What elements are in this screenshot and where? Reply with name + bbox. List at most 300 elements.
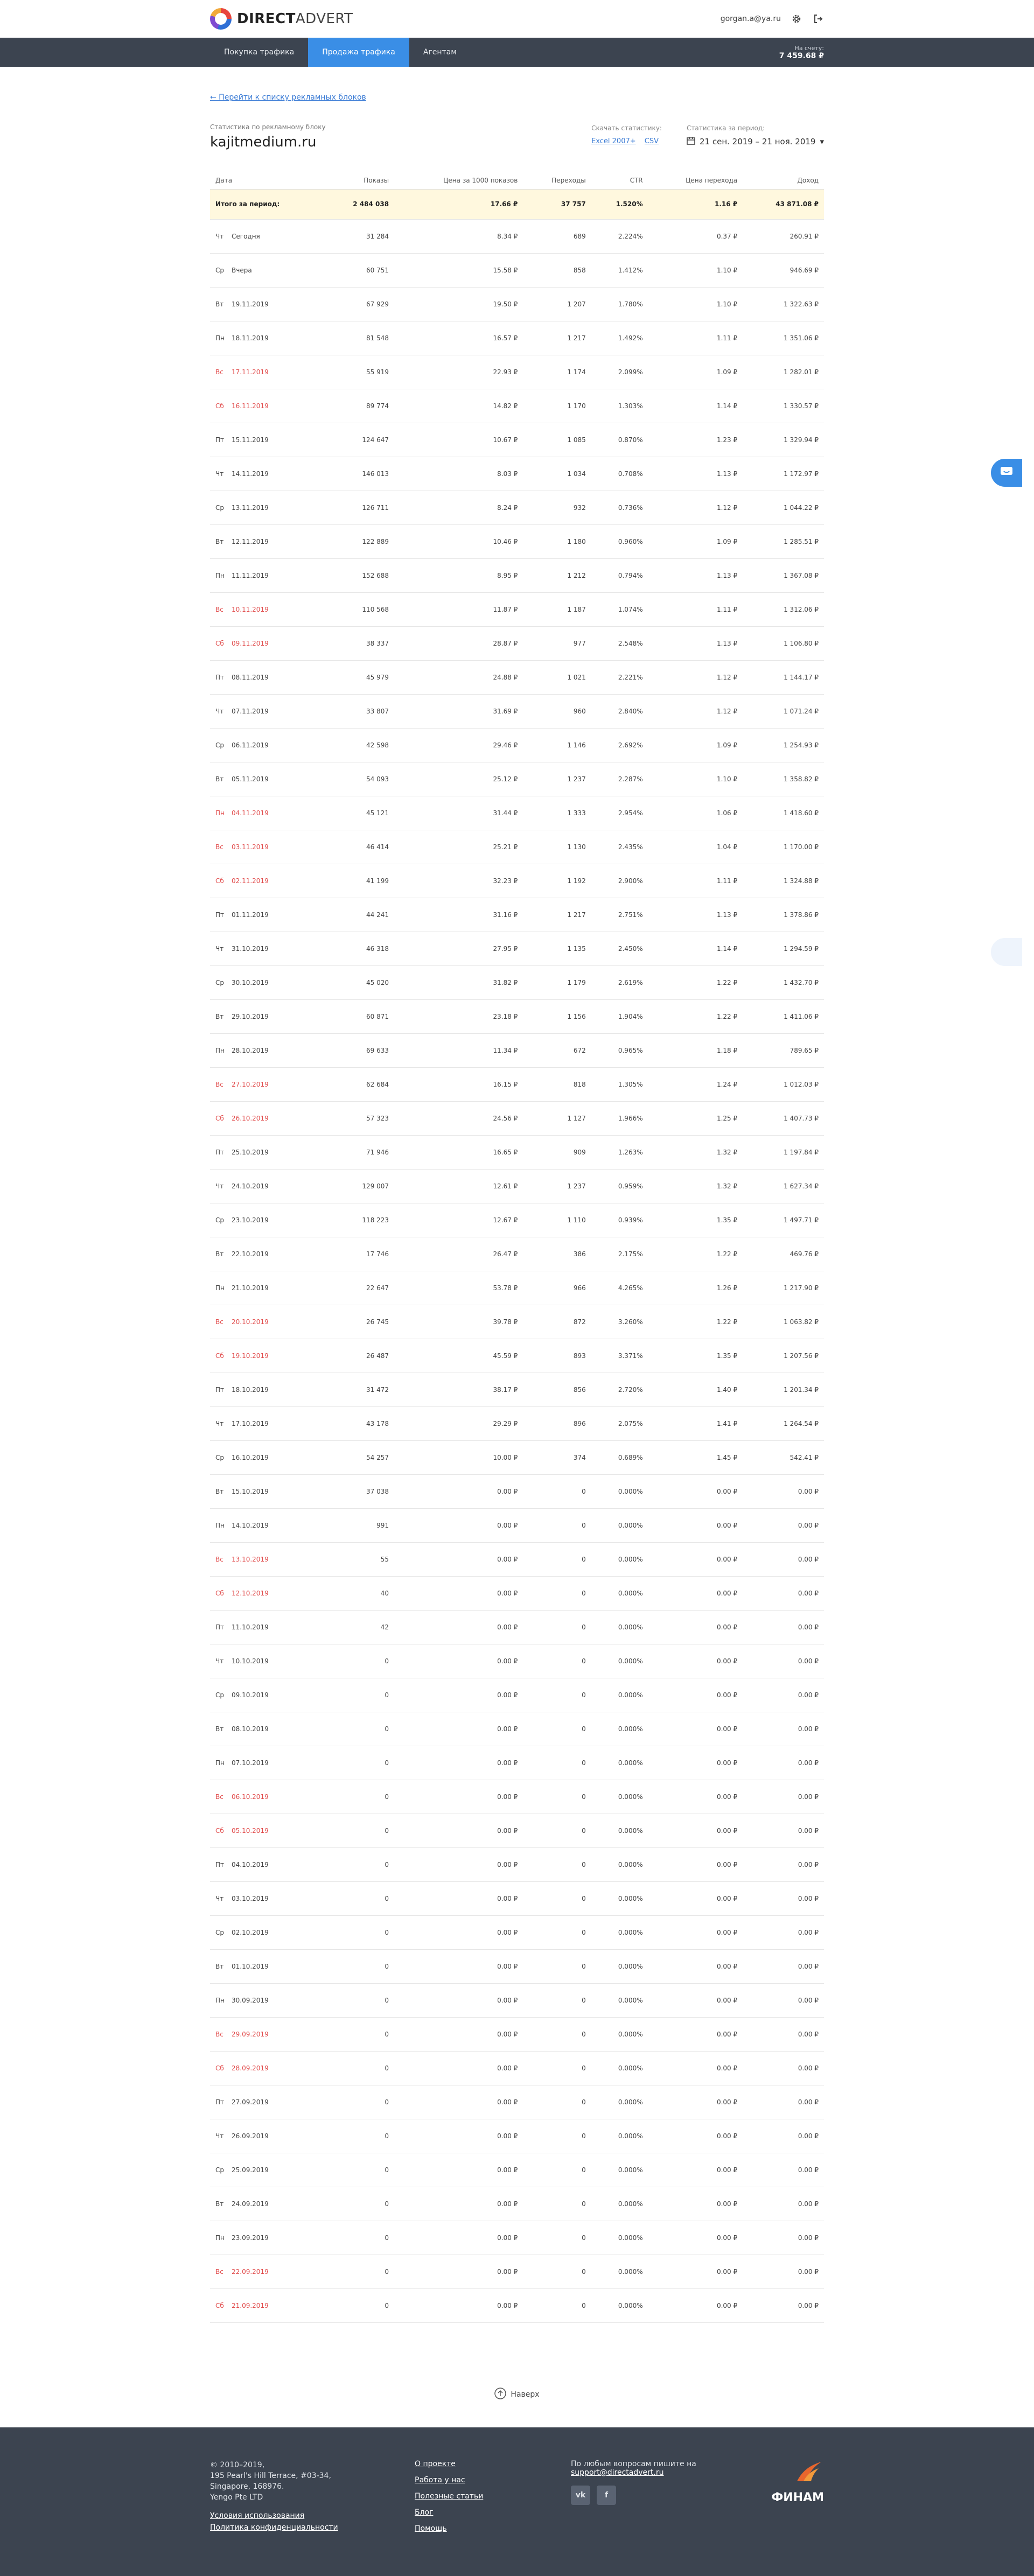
support-email-link[interactable]: support@directadvert.ru bbox=[571, 2468, 664, 2477]
row-ctr: 0.000% bbox=[591, 1983, 648, 2017]
row-date bbox=[210, 2153, 324, 2187]
row-date-value: 30.09.2019 bbox=[232, 1996, 269, 2004]
row-date bbox=[210, 1203, 324, 1237]
row-weekday: Пт bbox=[215, 1385, 225, 1394]
arrow-up-icon bbox=[494, 2388, 506, 2402]
row-clicks: 0 bbox=[523, 1746, 591, 1780]
row-date-value: 12.10.2019 bbox=[232, 1589, 269, 1597]
row-ctr: 0.000% bbox=[591, 1881, 648, 1915]
row-cpc: 0.00 ₽ bbox=[648, 1915, 743, 1949]
row-income: 0.00 ₽ bbox=[743, 1576, 824, 1610]
total-cpc: 1.16 ₽ bbox=[648, 189, 743, 219]
download-label: Скачать статистику: bbox=[591, 124, 662, 132]
row-impressions: 55 bbox=[324, 1542, 394, 1576]
row-date bbox=[210, 999, 324, 1033]
row-impressions: 46 414 bbox=[324, 830, 394, 864]
row-impressions: 0 bbox=[324, 2085, 394, 2119]
row-cpc: 1.22 ₽ bbox=[648, 1237, 743, 1271]
row-cpm: 25.21 ₽ bbox=[394, 830, 523, 864]
table-row bbox=[210, 1135, 824, 1169]
row-weekday: Вс bbox=[215, 1080, 223, 1088]
row-ctr: 0.000% bbox=[591, 1474, 648, 1508]
row-cpc: 1.10 ₽ bbox=[648, 762, 743, 796]
balance-value: 7 459.68 ₽ bbox=[779, 51, 824, 60]
total-clicks: 37 757 bbox=[523, 189, 591, 219]
row-date bbox=[210, 1169, 324, 1203]
row-weekday: Сб bbox=[215, 1114, 224, 1122]
row-income: 0.00 ₽ bbox=[743, 1780, 824, 1814]
row-weekday: Вс bbox=[215, 2030, 223, 2038]
row-impressions: 67 929 bbox=[324, 287, 394, 321]
row-date-value: 26.10.2019 bbox=[232, 1114, 269, 1122]
row-date bbox=[210, 1271, 324, 1305]
row-impressions: 0 bbox=[324, 2017, 394, 2051]
row-weekday: Пн bbox=[215, 1521, 225, 1529]
row-cpc: 1.26 ₽ bbox=[648, 1271, 743, 1305]
row-impressions: 122 889 bbox=[324, 524, 394, 558]
row-date bbox=[210, 1847, 324, 1881]
row-income: 0.00 ₽ bbox=[743, 1949, 824, 1983]
row-cpc: 0.00 ₽ bbox=[648, 1508, 743, 1542]
total-income: 43 871.08 ₽ bbox=[743, 189, 824, 219]
row-cpm: 0.00 ₽ bbox=[394, 2085, 523, 2119]
row-weekday: Сб bbox=[215, 402, 224, 410]
row-ctr: 1.263% bbox=[591, 1135, 648, 1169]
row-date bbox=[210, 2085, 324, 2119]
row-weekday: Вт bbox=[215, 1487, 224, 1495]
row-date-value: 10.11.2019 bbox=[232, 605, 269, 613]
row-clicks: 1 156 bbox=[523, 999, 591, 1033]
row-date bbox=[210, 1949, 324, 1983]
row-weekday: Вт bbox=[215, 300, 224, 308]
total-ctr: 1.520% bbox=[591, 189, 648, 219]
col-income[interactable]: Доход bbox=[743, 172, 824, 189]
table-row bbox=[210, 626, 824, 660]
row-date-value: 24.09.2019 bbox=[232, 2200, 269, 2208]
tab-buy-traffic[interactable]: Покупка трафика bbox=[224, 48, 295, 57]
row-impressions: 37 038 bbox=[324, 1474, 394, 1508]
row-cpm: 0.00 ₽ bbox=[394, 1508, 523, 1542]
row-cpc: 0.00 ₽ bbox=[648, 2119, 743, 2153]
row-date bbox=[210, 1983, 324, 2017]
download-excel-link[interactable]: Excel 2007+ bbox=[591, 137, 636, 145]
row-income: 0.00 ₽ bbox=[743, 1542, 824, 1576]
row-ctr: 0.000% bbox=[591, 1780, 648, 1814]
row-income: 469.76 ₽ bbox=[743, 1237, 824, 1271]
row-income: 0.00 ₽ bbox=[743, 2288, 824, 2322]
row-weekday: Вт bbox=[215, 775, 224, 783]
row-date bbox=[210, 1440, 324, 1474]
row-weekday: Пт bbox=[215, 1148, 225, 1156]
table-row bbox=[210, 1780, 824, 1814]
row-clicks: 1 180 bbox=[523, 524, 591, 558]
vk-icon[interactable]: vk bbox=[571, 2486, 590, 2505]
row-income: 0.00 ₽ bbox=[743, 1983, 824, 2017]
row-date-value: 06.10.2019 bbox=[232, 1793, 269, 1801]
table-row bbox=[210, 965, 824, 999]
row-date bbox=[210, 1305, 324, 1339]
table-row bbox=[210, 1101, 824, 1135]
row-clicks: 1 021 bbox=[523, 660, 591, 694]
row-clicks: 1 034 bbox=[523, 457, 591, 491]
row-impressions: 42 bbox=[324, 1610, 394, 1644]
row-cpc: 1.41 ₽ bbox=[648, 1406, 743, 1440]
row-cpm: 0.00 ₽ bbox=[394, 1881, 523, 1915]
footer bbox=[0, 2427, 1034, 2576]
row-cpm: 11.87 ₽ bbox=[394, 592, 523, 626]
row-date bbox=[210, 762, 324, 796]
row-clicks: 1 085 bbox=[523, 423, 591, 457]
row-date-value: 19.11.2019 bbox=[232, 300, 269, 308]
privacy-link[interactable]: Политика конфиденциальности bbox=[210, 2523, 338, 2532]
row-ctr: 1.904% bbox=[591, 999, 648, 1033]
row-clicks: 0 bbox=[523, 1576, 591, 1610]
table-row bbox=[210, 1746, 824, 1780]
row-weekday: Ср bbox=[215, 266, 224, 274]
row-income: 0.00 ₽ bbox=[743, 2255, 824, 2288]
row-cpm: 0.00 ₽ bbox=[394, 1678, 523, 1712]
row-date bbox=[210, 1067, 324, 1101]
row-clicks: 1 333 bbox=[523, 796, 591, 830]
table-row bbox=[210, 864, 824, 898]
row-date-value: 23.09.2019 bbox=[232, 2234, 269, 2242]
download-block bbox=[591, 124, 665, 147]
row-clicks: 0 bbox=[523, 1712, 591, 1746]
row-impressions: 110 568 bbox=[324, 592, 394, 626]
terms-link[interactable]: Условия использования bbox=[210, 2511, 305, 2520]
row-cpc: 0.00 ₽ bbox=[648, 2187, 743, 2221]
logo-mark-icon bbox=[210, 8, 232, 30]
row-ctr: 0.959% bbox=[591, 1169, 648, 1203]
row-income: 1 044.22 ₽ bbox=[743, 491, 824, 524]
row-impressions: 146 013 bbox=[324, 457, 394, 491]
row-ctr: 1.074% bbox=[591, 592, 648, 626]
row-weekday: Вс bbox=[215, 605, 223, 613]
row-clicks: 977 bbox=[523, 626, 591, 660]
total-row bbox=[210, 189, 824, 219]
row-date-value: 25.10.2019 bbox=[232, 1148, 269, 1156]
row-cpc: 0.00 ₽ bbox=[648, 1814, 743, 1847]
row-impressions: 46 318 bbox=[324, 932, 394, 965]
row-clicks: 374 bbox=[523, 1440, 591, 1474]
row-date bbox=[210, 491, 324, 524]
table-row bbox=[210, 1203, 824, 1237]
row-cpc: 0.00 ₽ bbox=[648, 2153, 743, 2187]
col-cpc[interactable]: Цена перехода bbox=[648, 172, 743, 189]
col-date[interactable]: Дата bbox=[210, 172, 324, 189]
row-date-value: 26.09.2019 bbox=[232, 2132, 269, 2140]
row-ctr: 3.260% bbox=[591, 1305, 648, 1339]
table-row bbox=[210, 1508, 824, 1542]
row-ctr: 0.000% bbox=[591, 1949, 648, 1983]
row-clicks: 893 bbox=[523, 1339, 591, 1373]
row-date bbox=[210, 694, 324, 728]
row-clicks: 818 bbox=[523, 1067, 591, 1101]
row-cpm: 0.00 ₽ bbox=[394, 1746, 523, 1780]
row-cpc: 1.35 ₽ bbox=[648, 1203, 743, 1237]
row-weekday: Пн bbox=[215, 1284, 225, 1292]
row-cpm: 0.00 ₽ bbox=[394, 2017, 523, 2051]
row-income: 1 264.54 ₽ bbox=[743, 1406, 824, 1440]
row-impressions: 26 487 bbox=[324, 1339, 394, 1373]
row-income: 1 627.34 ₽ bbox=[743, 1169, 824, 1203]
table-row bbox=[210, 762, 824, 796]
row-weekday: Вт bbox=[215, 1725, 224, 1733]
row-cpm: 14.82 ₽ bbox=[394, 389, 523, 423]
row-cpm: 0.00 ₽ bbox=[394, 1814, 523, 1847]
row-cpc: 0.00 ₽ bbox=[648, 1474, 743, 1508]
row-impressions: 0 bbox=[324, 2119, 394, 2153]
row-clicks: 0 bbox=[523, 2085, 591, 2119]
row-cpc: 0.00 ₽ bbox=[648, 2288, 743, 2322]
row-clicks: 1 207 bbox=[523, 287, 591, 321]
row-date bbox=[210, 660, 324, 694]
footer-link-about[interactable]: О проекте bbox=[415, 2460, 456, 2468]
row-date-value: 11.11.2019 bbox=[232, 571, 269, 579]
row-ctr: 2.692% bbox=[591, 728, 648, 762]
tab-sell-traffic[interactable]: Продажа трафика bbox=[308, 38, 409, 67]
row-cpm: 0.00 ₽ bbox=[394, 1576, 523, 1610]
row-clicks: 909 bbox=[523, 1135, 591, 1169]
row-date-value: 12.11.2019 bbox=[232, 537, 269, 545]
row-date-value: 23.10.2019 bbox=[232, 1216, 269, 1224]
row-date-value: 11.10.2019 bbox=[232, 1623, 269, 1631]
row-date-value: 10.10.2019 bbox=[232, 1657, 269, 1665]
row-income: 0.00 ₽ bbox=[743, 2085, 824, 2119]
period-picker[interactable] bbox=[687, 136, 824, 147]
finam-logo-icon[interactable] bbox=[792, 2460, 824, 2487]
row-weekday: Ср bbox=[215, 1691, 224, 1699]
finam-logo-text[interactable]: ФИНАМ bbox=[771, 2491, 824, 2504]
table-row bbox=[210, 1576, 824, 1610]
row-date bbox=[210, 253, 324, 287]
row-impressions: 41 199 bbox=[324, 864, 394, 898]
row-cpc: 0.00 ₽ bbox=[648, 1678, 743, 1712]
table-row bbox=[210, 219, 824, 253]
download-csv-link[interactable]: CSV bbox=[644, 137, 659, 145]
total-label: Итого за период: bbox=[210, 189, 324, 219]
row-impressions: 0 bbox=[324, 2051, 394, 2085]
row-clicks: 1 110 bbox=[523, 1203, 591, 1237]
table-row bbox=[210, 1542, 824, 1576]
row-date-value: 08.10.2019 bbox=[232, 1725, 269, 1733]
row-impressions: 89 774 bbox=[324, 389, 394, 423]
col-clicks[interactable]: Переходы bbox=[523, 172, 591, 189]
row-date-value: 17.11.2019 bbox=[232, 368, 269, 376]
row-cpm: 15.58 ₽ bbox=[394, 253, 523, 287]
user-email[interactable]: gorgan.a@ya.ru bbox=[720, 15, 781, 23]
row-date bbox=[210, 1814, 324, 1847]
row-impressions: 44 241 bbox=[324, 898, 394, 932]
row-impressions: 124 647 bbox=[324, 423, 394, 457]
row-ctr: 1.966% bbox=[591, 1101, 648, 1135]
row-cpc: 1.13 ₽ bbox=[648, 457, 743, 491]
row-impressions: 38 337 bbox=[324, 626, 394, 660]
footer-link-help[interactable]: Помощь bbox=[415, 2524, 447, 2533]
row-date-value: 18.10.2019 bbox=[232, 1385, 269, 1394]
row-cpm: 24.88 ₽ bbox=[394, 660, 523, 694]
row-date-value: 07.10.2019 bbox=[232, 1759, 269, 1767]
row-date-value: 27.10.2019 bbox=[232, 1080, 269, 1088]
footer-links bbox=[415, 2460, 571, 2540]
row-cpc: 0.00 ₽ bbox=[648, 1644, 743, 1678]
chat-widget-button[interactable] bbox=[991, 459, 1022, 487]
row-cpc: 0.00 ₽ bbox=[648, 1610, 743, 1644]
row-impressions: 42 598 bbox=[324, 728, 394, 762]
row-date bbox=[210, 1237, 324, 1271]
row-cpm: 0.00 ₽ bbox=[394, 2187, 523, 2221]
row-date bbox=[210, 219, 324, 253]
row-cpc: 0.00 ₽ bbox=[648, 1881, 743, 1915]
back-link[interactable]: ← Перейти к списку рекламных блоков bbox=[210, 93, 366, 102]
footer-link-jobs[interactable]: Работа у нас bbox=[415, 2476, 465, 2484]
row-impressions: 26 745 bbox=[324, 1305, 394, 1339]
row-date-value: 14.10.2019 bbox=[232, 1521, 269, 1529]
row-cpc: 0.00 ₽ bbox=[648, 2085, 743, 2119]
row-impressions: 45 979 bbox=[324, 660, 394, 694]
logo[interactable] bbox=[210, 8, 353, 30]
row-income: 1 432.70 ₽ bbox=[743, 965, 824, 999]
row-date bbox=[210, 355, 324, 389]
row-date bbox=[210, 626, 324, 660]
row-date-value: 21.09.2019 bbox=[232, 2301, 269, 2309]
company-name: Yengo Pte LTD bbox=[210, 2493, 263, 2502]
row-clicks: 0 bbox=[523, 1814, 591, 1847]
logout-icon[interactable] bbox=[812, 13, 824, 25]
table-row bbox=[210, 1169, 824, 1203]
row-ctr: 2.840% bbox=[591, 694, 648, 728]
row-date-value: 16.10.2019 bbox=[232, 1453, 269, 1461]
row-income: 0.00 ₽ bbox=[743, 1644, 824, 1678]
address-line-1: 195 Pearl's Hill Terrace, #03-34, bbox=[210, 2472, 331, 2480]
row-ctr: 0.000% bbox=[591, 2255, 648, 2288]
row-weekday: Пн bbox=[215, 571, 225, 579]
row-weekday: Пт bbox=[215, 436, 225, 444]
row-income: 1 172.97 ₽ bbox=[743, 457, 824, 491]
row-date bbox=[210, 321, 324, 355]
row-income: 1 197.84 ₽ bbox=[743, 1135, 824, 1169]
gear-icon[interactable] bbox=[791, 13, 802, 25]
row-cpc: 0.00 ₽ bbox=[648, 1576, 743, 1610]
row-ctr: 0.000% bbox=[591, 1644, 648, 1678]
row-weekday: Вс bbox=[215, 368, 223, 376]
table-row bbox=[210, 1644, 824, 1678]
row-income: 1 351.06 ₽ bbox=[743, 321, 824, 355]
stat-controls bbox=[591, 124, 824, 147]
row-date bbox=[210, 389, 324, 423]
row-impressions: 0 bbox=[324, 1678, 394, 1712]
row-cpm: 29.29 ₽ bbox=[394, 1406, 523, 1440]
row-ctr: 0.000% bbox=[591, 1576, 648, 1610]
row-cpc: 0.00 ₽ bbox=[648, 2051, 743, 2085]
row-date-value: 09.11.2019 bbox=[232, 639, 269, 647]
row-cpm: 0.00 ₽ bbox=[394, 2221, 523, 2255]
row-date-value: 14.11.2019 bbox=[232, 470, 269, 478]
row-weekday: Чт bbox=[215, 470, 224, 478]
row-weekday: Чт bbox=[215, 1894, 224, 1902]
row-income: 0.00 ₽ bbox=[743, 1881, 824, 1915]
row-cpc: 1.32 ₽ bbox=[648, 1169, 743, 1203]
row-ctr: 0.000% bbox=[591, 2187, 648, 2221]
row-date-value: Сегодня bbox=[232, 232, 260, 240]
row-impressions: 60 751 bbox=[324, 253, 394, 287]
row-date bbox=[210, 1610, 324, 1644]
facebook-icon[interactable]: f bbox=[597, 2486, 616, 2505]
row-income: 0.00 ₽ bbox=[743, 2153, 824, 2187]
row-date bbox=[210, 1644, 324, 1678]
row-income: 946.69 ₽ bbox=[743, 253, 824, 287]
row-date bbox=[210, 2221, 324, 2255]
row-impressions: 54 093 bbox=[324, 762, 394, 796]
row-date bbox=[210, 2119, 324, 2153]
row-cpm: 10.67 ₽ bbox=[394, 423, 523, 457]
row-ctr: 1.780% bbox=[591, 287, 648, 321]
table-row bbox=[210, 1033, 824, 1067]
row-clicks: 1 237 bbox=[523, 1169, 591, 1203]
row-weekday: Пт bbox=[215, 1623, 225, 1631]
row-clicks: 0 bbox=[523, 1983, 591, 2017]
row-cpc: 1.11 ₽ bbox=[648, 592, 743, 626]
table-row bbox=[210, 457, 824, 491]
row-date-value: 03.11.2019 bbox=[232, 843, 269, 851]
row-income: 0.00 ₽ bbox=[743, 1678, 824, 1712]
row-date bbox=[210, 1135, 324, 1169]
row-cpm: 22.93 ₽ bbox=[394, 355, 523, 389]
row-date-value: 17.10.2019 bbox=[232, 1419, 269, 1427]
row-weekday: Вт bbox=[215, 537, 224, 545]
to-top-button[interactable] bbox=[210, 2388, 824, 2402]
table-row bbox=[210, 1881, 824, 1915]
row-ctr: 0.000% bbox=[591, 2017, 648, 2051]
table-row bbox=[210, 2255, 824, 2288]
row-cpc: 1.09 ₽ bbox=[648, 355, 743, 389]
table-row bbox=[210, 1271, 824, 1305]
row-income: 789.65 ₽ bbox=[743, 1033, 824, 1067]
footer-link-blog[interactable]: Блог bbox=[415, 2508, 434, 2517]
row-date-value: 03.10.2019 bbox=[232, 1894, 269, 1902]
row-clicks: 1 170 bbox=[523, 389, 591, 423]
row-cpm: 31.44 ₽ bbox=[394, 796, 523, 830]
col-impressions[interactable]: Показы bbox=[324, 172, 394, 189]
nav-tabs bbox=[210, 38, 471, 67]
col-cpm[interactable]: Цена за 1000 показов bbox=[394, 172, 523, 189]
tab-agents[interactable]: Агентам bbox=[423, 48, 457, 57]
row-date-value: 09.10.2019 bbox=[232, 1691, 269, 1699]
row-date-value: 22.10.2019 bbox=[232, 1250, 269, 1258]
balance[interactable] bbox=[779, 38, 824, 67]
row-income: 1 312.06 ₽ bbox=[743, 592, 824, 626]
col-ctr[interactable]: CTR bbox=[591, 172, 648, 189]
row-clicks: 0 bbox=[523, 1949, 591, 1983]
row-impressions: 0 bbox=[324, 1712, 394, 1746]
row-cpm: 0.00 ₽ bbox=[394, 2119, 523, 2153]
row-income: 1 012.03 ₽ bbox=[743, 1067, 824, 1101]
footer-link-articles[interactable]: Полезные статьи bbox=[415, 2492, 484, 2501]
row-income: 1 358.82 ₽ bbox=[743, 762, 824, 796]
row-date bbox=[210, 1712, 324, 1746]
period-value: 21 сен. 2019 – 21 ноя. 2019 bbox=[700, 137, 816, 146]
row-ctr: 2.099% bbox=[591, 355, 648, 389]
row-cpm: 0.00 ₽ bbox=[394, 1983, 523, 2017]
row-cpm: 0.00 ₽ bbox=[394, 1474, 523, 1508]
row-date bbox=[210, 2255, 324, 2288]
row-cpm: 31.16 ₽ bbox=[394, 898, 523, 932]
row-clicks: 689 bbox=[523, 219, 591, 253]
row-cpc: 1.23 ₽ bbox=[648, 423, 743, 457]
row-date bbox=[210, 1542, 324, 1576]
row-date bbox=[210, 287, 324, 321]
table-row bbox=[210, 253, 824, 287]
